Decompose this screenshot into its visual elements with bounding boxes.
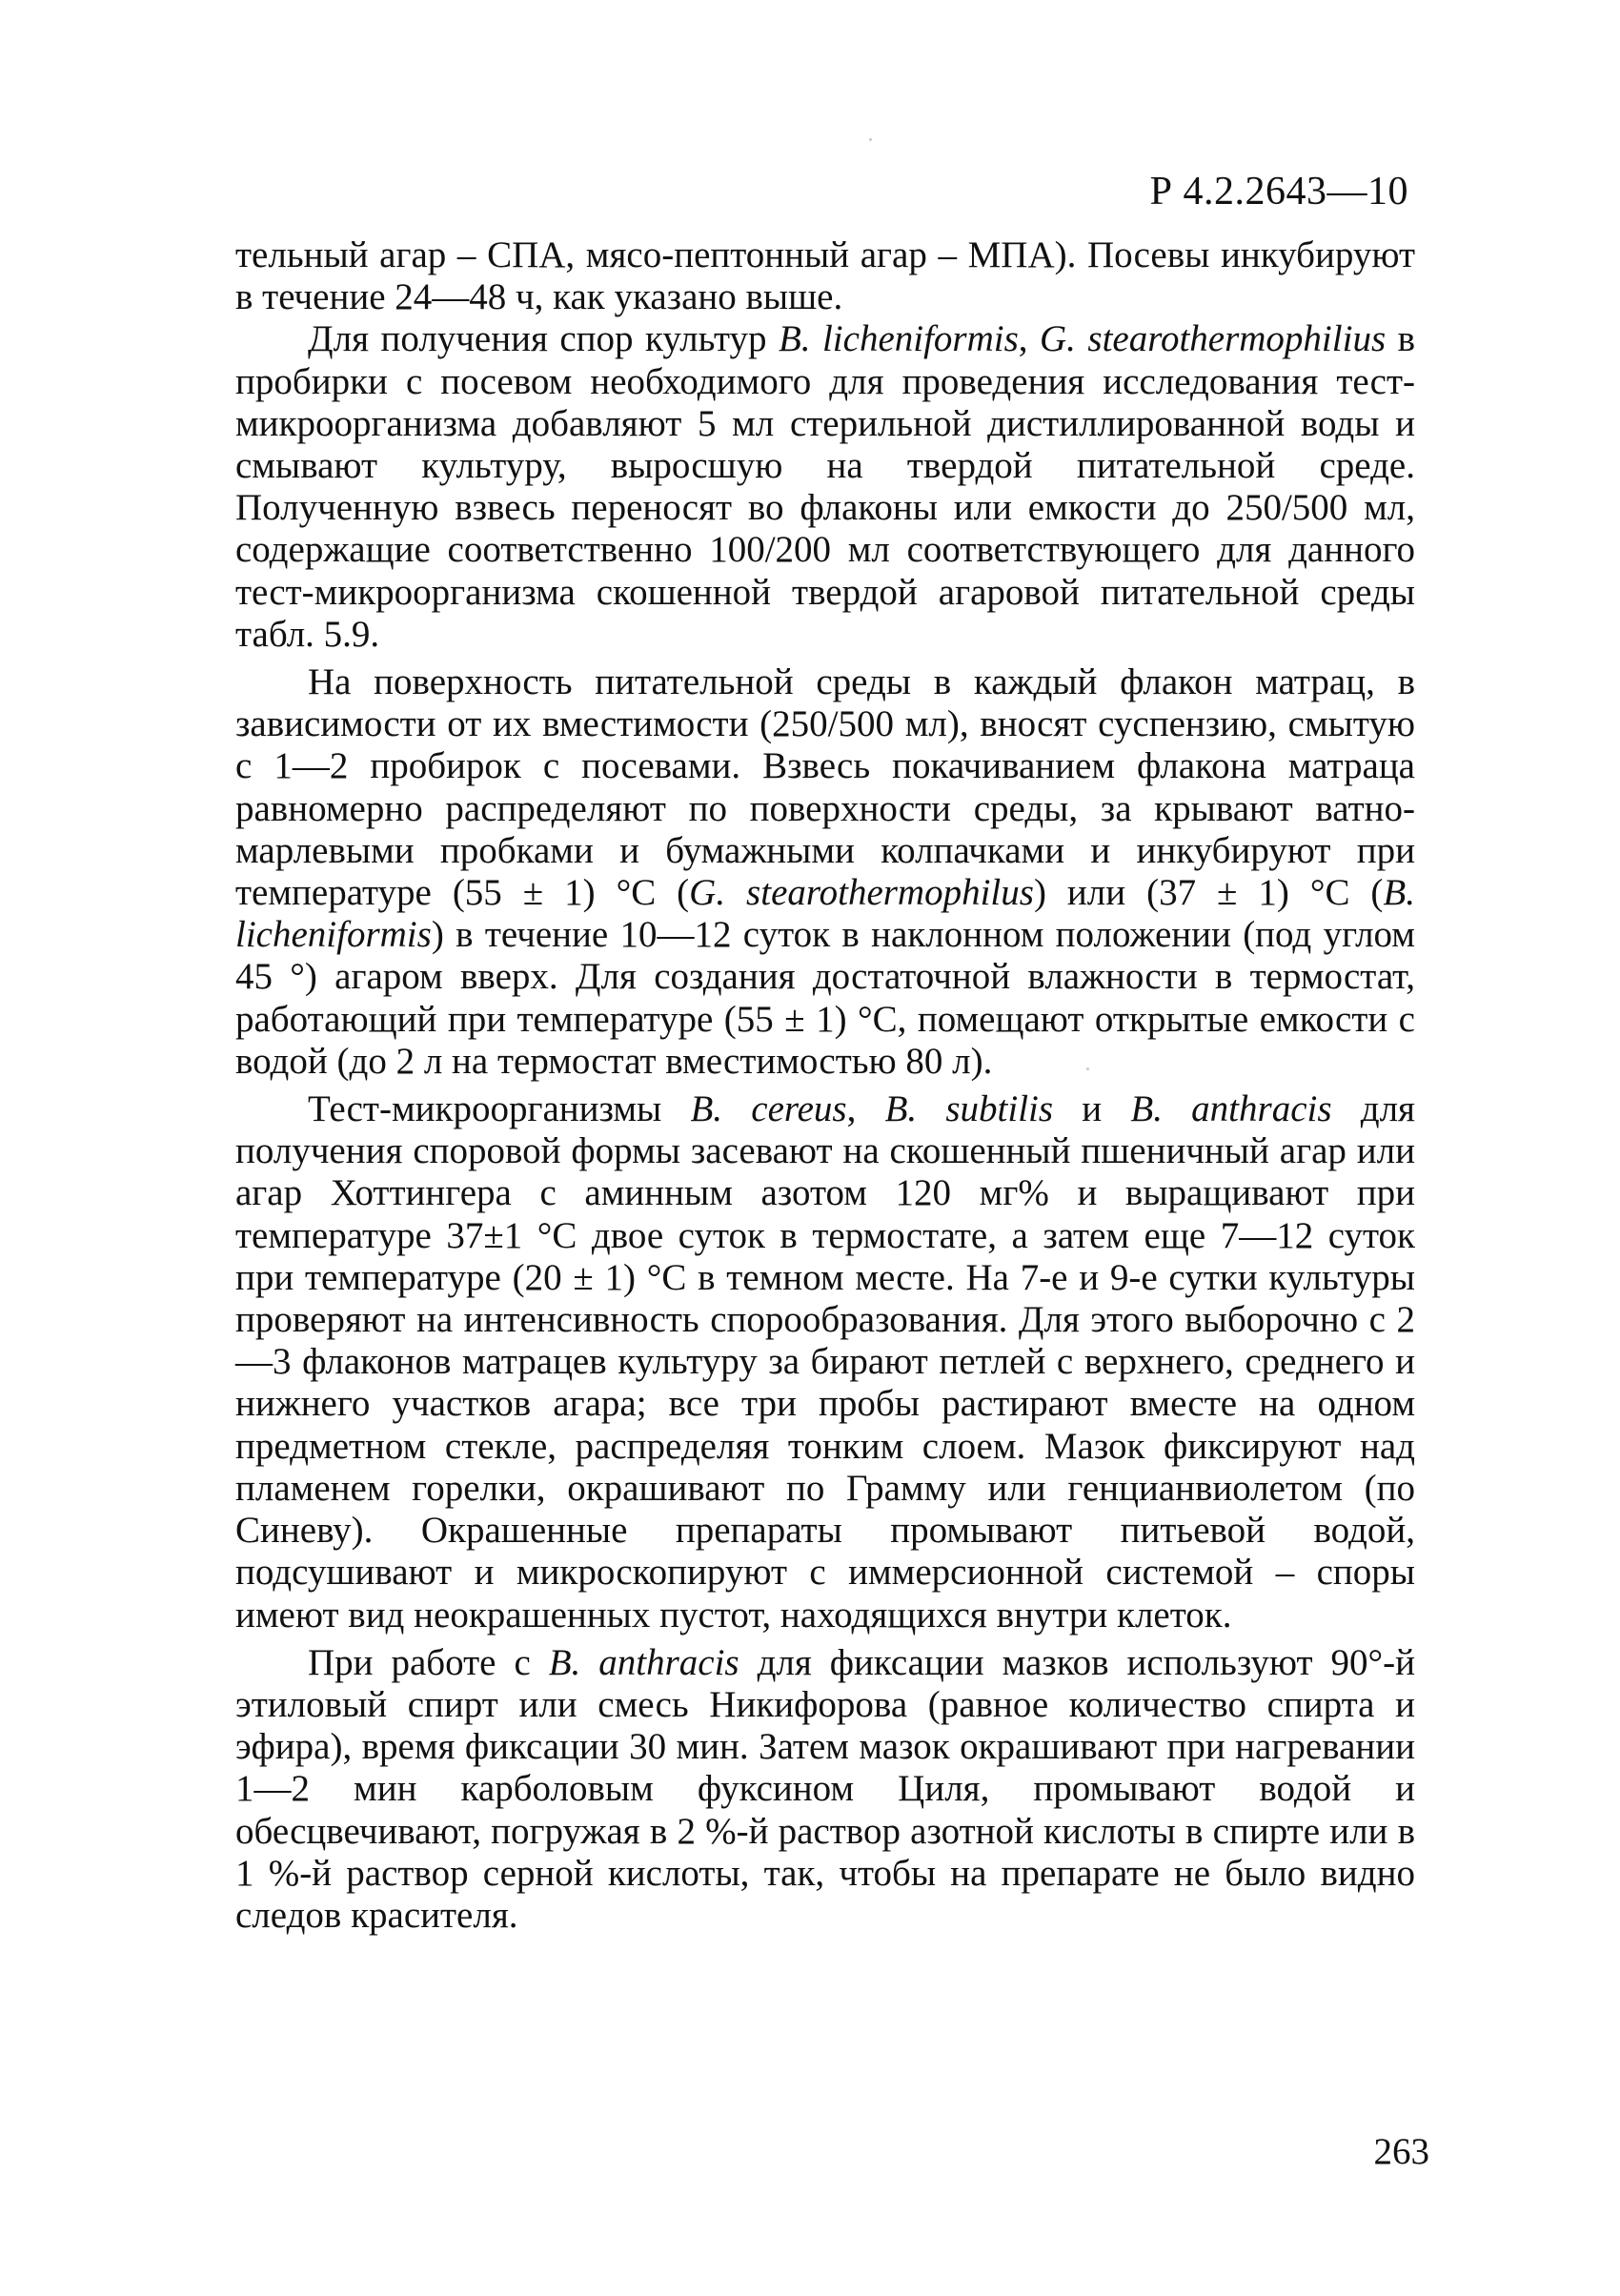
text-segment: , — [1018, 318, 1041, 360]
species-name: B. subtilis — [884, 1088, 1054, 1130]
paragraph — [235, 234, 1415, 318]
paragraph — [235, 661, 1415, 1083]
text-segment: ) или (37 ± 1) °С ( — [1033, 872, 1384, 914]
species-name: B. cereus — [690, 1088, 847, 1130]
page-number: 263 — [1373, 2131, 1429, 2172]
text-segment: для получения споровой формы засевают на скошенный пшеничный агар или агар Хоттингера с аминным азотом 120 мг% и выращивают при температуре 37±1 °С двое суток в термостате, а затем еще 7—12 суток при температуре (20 ± 1) °С в темном месте. На 7-е и 9-е сутки культуры проверяют на интенсивность спорообразования. Для этого выборочно с 2—3 флаконов матрацев культуру за бирают петлей с верхнего, среднего и нижнего участков агара; все три пробы растирают вместе на одном предметном стекле, распределяя тонким слоем. Мазок фиксируют над пламенем горелки, окрашивают по Грамму или генцианвиолетом (по Синеву). Окрашенные препараты промывают питьевой водой, подсушивают и микроскопируют с иммерсионной системой – споры имеют вид неокрашенных пустот, находящихся внутри клеток. — [235, 1088, 1415, 1636]
text-segment: в пробирки с посевом необходимого для проведения исследования тест-микроорганизма добавляют 5 мл стерильной дистиллированной воды и смывают культуру, выросшую на твердой питательной среде. Полученную взвесь переносят во флаконы или емкости до 250/500 мл, содержащие соответственно 100/200 мл соответствующего для данного тест-микроорганизма скошенной твердой агаровой питательной среды табл. 5.9. — [235, 318, 1416, 655]
paragraph — [235, 1088, 1415, 1636]
text-segment: для фиксации мазков используют 90°-й этиловый спирт или смесь Никифорова (равное количество спирта и эфира), время фиксации 30 мин. Затем мазок окрашивают при нагревании 1—2 мин карболовым фуксином Циля, промывают водой и обесцвечивают, погружая в 2 %-й раствор азотной кислоты в спирте или в 1 %-й раствор серной кислоты, так, чтобы на препарате не было видно следов красителя. — [235, 1641, 1415, 1936]
scan-speck — [869, 138, 872, 141]
text-segment: , — [846, 1088, 885, 1130]
paragraph — [235, 318, 1415, 656]
species-name: G. stearothermophilius — [1040, 318, 1387, 360]
text-segment: Для получения спор культур — [308, 318, 779, 360]
paragraph — [235, 1642, 1415, 1937]
species-name: B. licheniformis — [778, 318, 1019, 360]
text-segment: тельный агар – СПА, мясо-пептонный агар – МПА). Посевы инкубируют в течение 24—48 ч, как указано выше. — [235, 234, 1415, 318]
document-code: Р 4.2.2643—10 — [1149, 170, 1408, 213]
species-name: G. stearothermophilus — [689, 872, 1034, 914]
species-name: B. anthracis — [1130, 1088, 1332, 1130]
text-segment: На поверхность питательной среды в каждый флакон матрац, в зависимости от их вместимости (250/500 мл), вносят суспензию, смытую с 1—2 пробирок с посевами. Взвесь покачиванием флакона матраца равномерно распределяют по поверхности среды, за крывают ватно-марлевыми пробками и бумажными колпачками и инкубируют при температуре (55 ± 1) °С ( — [235, 661, 1415, 914]
body-text — [235, 234, 1415, 1937]
species-name: B. anthracis — [548, 1641, 739, 1683]
text-segment: При работе с — [308, 1641, 549, 1683]
species-name: B. licheniformis — [235, 872, 1415, 956]
text-segment: Тест-микроорганизмы — [308, 1088, 691, 1130]
text-segment: и — [1053, 1088, 1131, 1130]
text-segment: ) в течение 10—12 суток в наклонном положении (под углом 45 °) агаром вверх. Для создания достаточной влажности в термостат, работающий при температуре (55 ± 1) °С, помещают открытые емкости с водой (до 2 л на термостат вместимостью 80 л). — [235, 914, 1415, 1082]
